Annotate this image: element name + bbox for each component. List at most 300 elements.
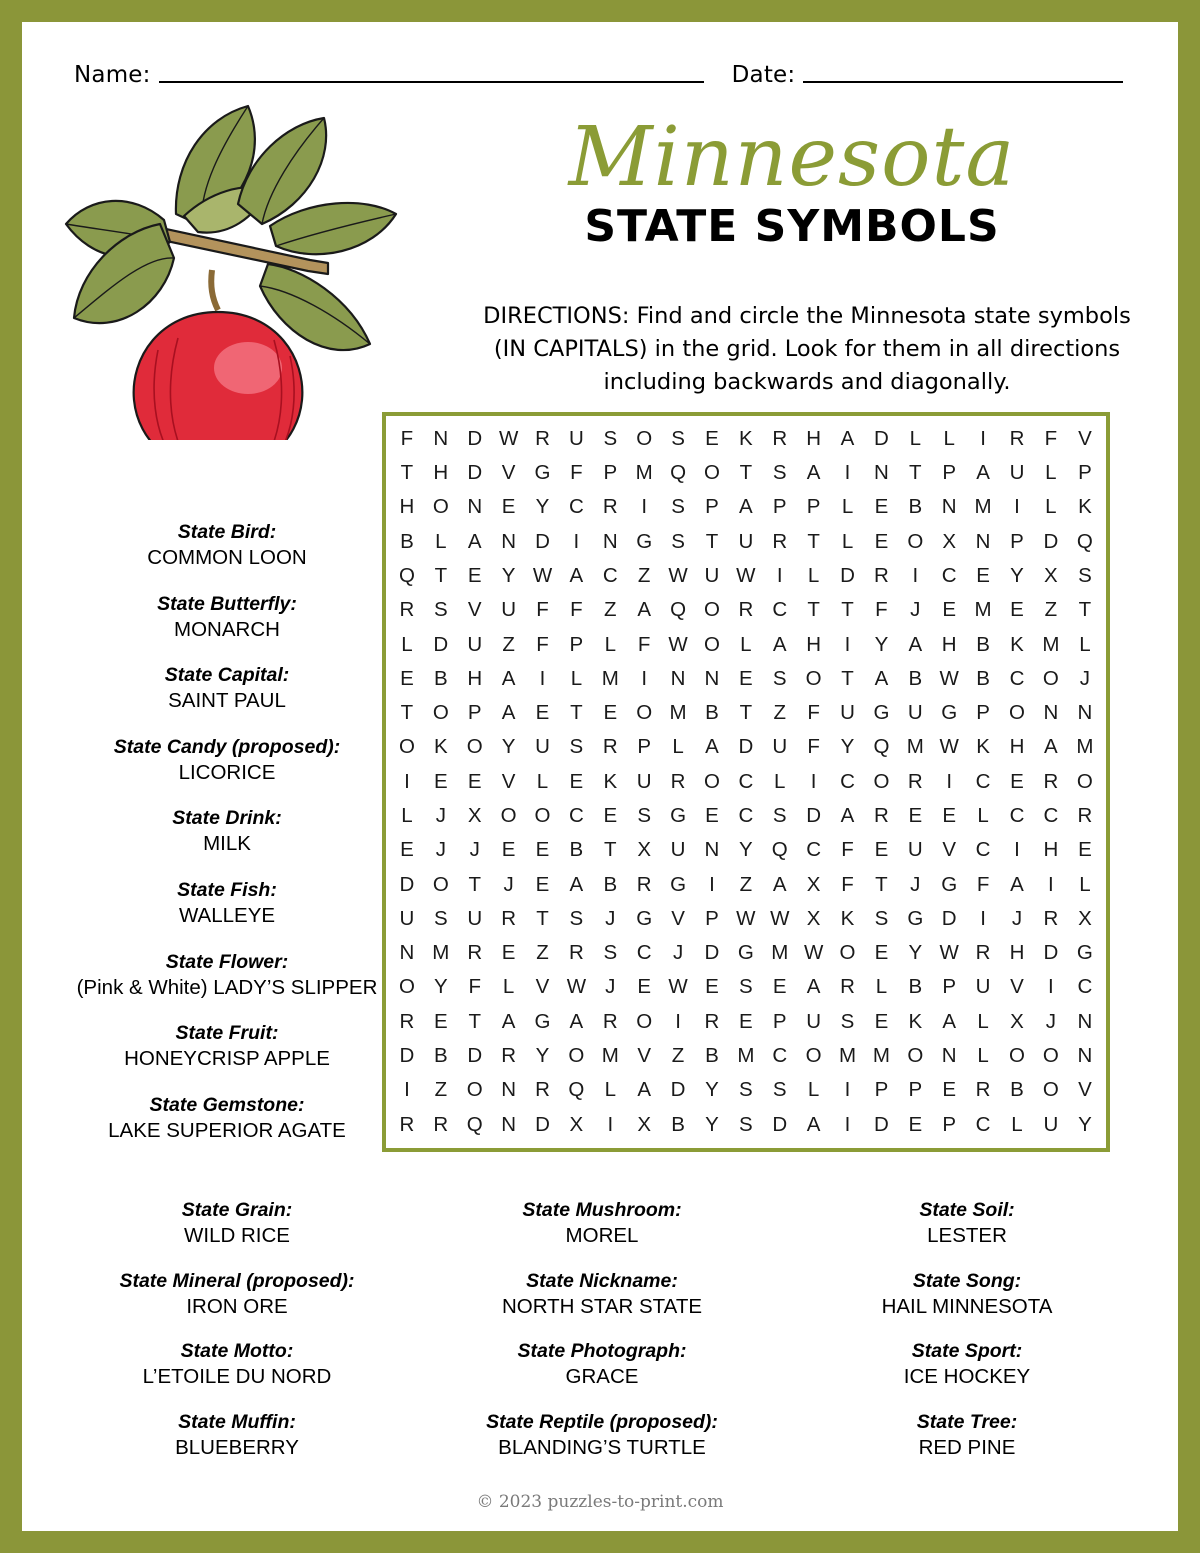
- grid-cell[interactable]: D: [704, 941, 720, 965]
- grid-cell[interactable]: Q: [771, 838, 788, 862]
- grid-cell[interactable]: T: [468, 1009, 481, 1033]
- grid-cell[interactable]: E: [433, 769, 448, 793]
- grid-cell[interactable]: E: [467, 769, 482, 793]
- grid-cell[interactable]: Q: [873, 735, 890, 759]
- grid-cell[interactable]: L: [807, 564, 820, 588]
- grid-cell[interactable]: G: [636, 906, 653, 930]
- grid-cell[interactable]: D: [399, 872, 415, 896]
- grid-cell[interactable]: I: [912, 564, 919, 588]
- grid-cell[interactable]: L: [977, 803, 989, 827]
- grid-cell[interactable]: F: [536, 632, 549, 656]
- grid-cell[interactable]: J: [435, 803, 446, 827]
- grid-cell[interactable]: O: [432, 701, 449, 725]
- grid-cell[interactable]: D: [467, 426, 483, 450]
- grid-cell[interactable]: G: [1076, 941, 1093, 965]
- grid-cell[interactable]: I: [1048, 975, 1054, 999]
- grid-cell[interactable]: A: [569, 872, 584, 896]
- grid-cell[interactable]: B: [433, 666, 448, 690]
- grid-cell[interactable]: U: [907, 701, 923, 725]
- grid-cell[interactable]: F: [841, 838, 854, 862]
- grid-cell[interactable]: P: [976, 701, 990, 725]
- grid-cell[interactable]: L: [875, 975, 888, 999]
- grid-cell[interactable]: P: [772, 1009, 787, 1033]
- grid-cell[interactable]: B: [908, 666, 923, 690]
- grid-cell[interactable]: E: [1010, 598, 1024, 622]
- grid-cell[interactable]: O: [1009, 701, 1025, 725]
- grid-cell[interactable]: Y: [840, 735, 855, 759]
- grid-cell[interactable]: Z: [1044, 598, 1058, 622]
- grid-cell[interactable]: E: [705, 803, 719, 827]
- grid-cell[interactable]: L: [1011, 1112, 1023, 1136]
- grid-cell[interactable]: D: [840, 564, 855, 588]
- grid-cell[interactable]: W: [668, 632, 688, 656]
- grid-cell[interactable]: A: [772, 872, 787, 896]
- grid-cell[interactable]: R: [1009, 426, 1025, 450]
- grid-cell[interactable]: P: [942, 975, 957, 999]
- grid-cell[interactable]: I: [1014, 495, 1020, 519]
- word-answer[interactable]: WILD RICE: [184, 1223, 290, 1247]
- grid-cell[interactable]: Q: [670, 598, 687, 622]
- grid-cell[interactable]: T: [841, 598, 854, 622]
- grid-cell[interactable]: K: [976, 735, 990, 759]
- grid-cell[interactable]: R: [535, 426, 550, 450]
- grid-cell[interactable]: P: [705, 495, 719, 519]
- word-answer[interactable]: LESTER: [927, 1223, 1007, 1247]
- grid-cell[interactable]: P: [705, 906, 719, 930]
- grid-cell[interactable]: N: [941, 1043, 957, 1067]
- grid-cell[interactable]: X: [1078, 906, 1092, 930]
- grid-cell[interactable]: M: [432, 941, 450, 965]
- grid-cell[interactable]: S: [772, 1078, 787, 1102]
- grid-cell[interactable]: R: [772, 529, 788, 553]
- grid-cell[interactable]: A: [501, 701, 516, 725]
- grid-cell[interactable]: W: [736, 906, 756, 930]
- grid-cell[interactable]: N: [704, 666, 720, 690]
- word-answer[interactable]: SAINT PAUL: [168, 689, 286, 713]
- grid-cell[interactable]: A: [942, 1009, 957, 1033]
- grid-cell[interactable]: R: [399, 1009, 415, 1033]
- grid-cell[interactable]: I: [810, 769, 817, 793]
- grid-cell[interactable]: T: [400, 701, 414, 725]
- grid-cell[interactable]: P: [569, 632, 584, 656]
- word-answer[interactable]: COMMON LOON: [147, 545, 307, 569]
- grid-cell[interactable]: Y: [535, 495, 550, 519]
- grid-cell[interactable]: J: [910, 598, 921, 622]
- grid-cell[interactable]: S: [603, 941, 618, 965]
- grid-cell[interactable]: V: [467, 598, 482, 622]
- grid-cell[interactable]: L: [536, 769, 549, 793]
- grid-cell[interactable]: A: [569, 1009, 584, 1033]
- grid-cell[interactable]: E: [569, 769, 584, 793]
- grid-cell[interactable]: H: [941, 632, 957, 656]
- grid-cell[interactable]: T: [400, 461, 414, 485]
- grid-cell[interactable]: K: [1010, 632, 1024, 656]
- grid-cell[interactable]: E: [603, 701, 618, 725]
- grid-cell[interactable]: S: [840, 1009, 855, 1033]
- grid-cell[interactable]: E: [739, 666, 753, 690]
- grid-cell[interactable]: S: [637, 803, 652, 827]
- grid-cell[interactable]: R: [636, 872, 652, 896]
- grid-cell[interactable]: L: [1079, 632, 1091, 656]
- grid-cell[interactable]: E: [637, 975, 652, 999]
- grid-cell[interactable]: F: [637, 632, 651, 656]
- grid-cell[interactable]: E: [908, 803, 923, 827]
- grid-cell[interactable]: A: [467, 529, 482, 553]
- grid-cell[interactable]: U: [1009, 461, 1025, 485]
- grid-cell[interactable]: O: [1042, 1043, 1059, 1067]
- grid-cell[interactable]: P: [942, 1112, 957, 1136]
- grid-cell[interactable]: N: [670, 666, 686, 690]
- grid-cell[interactable]: A: [501, 1009, 516, 1033]
- grid-cell[interactable]: C: [975, 1112, 991, 1136]
- grid-cell[interactable]: E: [501, 941, 516, 965]
- grid-cell[interactable]: Z: [604, 598, 617, 622]
- date-write-line[interactable]: [803, 81, 1123, 83]
- grid-cell[interactable]: X: [467, 803, 482, 827]
- grid-cell[interactable]: Q: [466, 1112, 483, 1136]
- grid-cell[interactable]: L: [774, 769, 786, 793]
- grid-cell[interactable]: S: [433, 906, 448, 930]
- grid-cell[interactable]: I: [980, 426, 986, 450]
- grid-cell[interactable]: Y: [501, 735, 516, 759]
- grid-cell[interactable]: O: [1076, 769, 1093, 793]
- grid-cell[interactable]: S: [739, 975, 753, 999]
- grid-cell[interactable]: F: [570, 598, 583, 622]
- grid-cell[interactable]: B: [908, 495, 923, 519]
- grid-cell[interactable]: U: [670, 838, 686, 862]
- grid-cell[interactable]: Z: [536, 941, 549, 965]
- grid-cell[interactable]: P: [637, 735, 652, 759]
- grid-cell[interactable]: C: [1009, 666, 1025, 690]
- word-answer[interactable]: GRACE: [565, 1365, 639, 1389]
- grid-cell[interactable]: O: [907, 1043, 924, 1067]
- grid-cell[interactable]: R: [535, 1078, 550, 1102]
- grid-cell[interactable]: S: [603, 426, 618, 450]
- grid-cell[interactable]: Y: [705, 1078, 719, 1102]
- grid-cell[interactable]: K: [603, 769, 618, 793]
- grid-cell[interactable]: B: [908, 975, 923, 999]
- grid-cell[interactable]: S: [1078, 564, 1092, 588]
- grid-cell[interactable]: D: [1043, 941, 1059, 965]
- grid-cell[interactable]: I: [573, 529, 580, 553]
- grid-cell[interactable]: F: [468, 975, 481, 999]
- grid-cell[interactable]: W: [498, 426, 519, 450]
- grid-cell[interactable]: M: [771, 941, 789, 965]
- grid-cell[interactable]: O: [466, 735, 483, 759]
- grid-cell[interactable]: A: [840, 426, 855, 450]
- grid-cell[interactable]: N: [467, 495, 483, 519]
- grid-cell[interactable]: R: [399, 598, 415, 622]
- grid-cell[interactable]: E: [874, 941, 889, 965]
- grid-cell[interactable]: B: [976, 632, 990, 656]
- grid-cell[interactable]: H: [806, 632, 822, 656]
- grid-cell[interactable]: E: [942, 1078, 957, 1102]
- grid-cell[interactable]: P: [772, 495, 787, 519]
- word-answer[interactable]: ICE HOCKEY: [903, 1365, 1031, 1389]
- grid-cell[interactable]: P: [467, 701, 482, 725]
- grid-cell[interactable]: Z: [671, 1043, 685, 1067]
- grid-cell[interactable]: E: [908, 1112, 923, 1136]
- grid-cell[interactable]: L: [401, 632, 413, 656]
- grid-cell[interactable]: X: [1010, 1009, 1024, 1033]
- word-answer[interactable]: IRON ORE: [186, 1294, 288, 1318]
- grid-cell[interactable]: F: [841, 872, 854, 896]
- word-answer[interactable]: BLANDING’S TURTLE: [498, 1435, 706, 1459]
- grid-cell[interactable]: O: [805, 666, 822, 690]
- grid-cell[interactable]: O: [636, 426, 653, 450]
- grid-cell[interactable]: B: [1010, 1078, 1024, 1102]
- grid-cell[interactable]: L: [977, 1009, 989, 1033]
- grid-cell[interactable]: F: [1044, 426, 1058, 450]
- grid-cell[interactable]: T: [570, 701, 583, 725]
- grid-cell[interactable]: V: [535, 975, 550, 999]
- grid-cell[interactable]: B: [671, 1112, 685, 1136]
- grid-cell[interactable]: T: [875, 872, 888, 896]
- grid-cell[interactable]: Z: [502, 632, 515, 656]
- grid-cell[interactable]: P: [1078, 461, 1092, 485]
- grid-cell[interactable]: L: [502, 975, 515, 999]
- grid-cell[interactable]: E: [942, 803, 957, 827]
- grid-cell[interactable]: Q: [398, 564, 415, 588]
- grid-cell[interactable]: D: [738, 735, 754, 759]
- grid-cell[interactable]: F: [807, 735, 820, 759]
- grid-cell[interactable]: E: [772, 975, 787, 999]
- grid-cell[interactable]: R: [602, 1009, 618, 1033]
- grid-cell[interactable]: H: [433, 461, 449, 485]
- grid-cell[interactable]: F: [570, 461, 583, 485]
- grid-cell[interactable]: T: [536, 906, 549, 930]
- grid-cell[interactable]: L: [672, 735, 684, 759]
- grid-cell[interactable]: I: [776, 564, 783, 588]
- grid-cell[interactable]: O: [703, 461, 720, 485]
- grid-cell[interactable]: A: [908, 632, 923, 656]
- grid-cell[interactable]: G: [737, 941, 754, 965]
- grid-cell[interactable]: D: [874, 426, 889, 450]
- grid-cell[interactable]: N: [399, 941, 415, 965]
- grid-cell[interactable]: X: [1044, 564, 1058, 588]
- grid-cell[interactable]: E: [874, 838, 889, 862]
- grid-cell[interactable]: T: [434, 564, 448, 588]
- grid-cell[interactable]: A: [705, 735, 719, 759]
- grid-cell[interactable]: X: [637, 838, 652, 862]
- grid-cell[interactable]: C: [1009, 803, 1025, 827]
- grid-cell[interactable]: Z: [434, 1078, 448, 1102]
- grid-cell[interactable]: L: [807, 1078, 820, 1102]
- grid-cell[interactable]: Y: [1078, 1112, 1092, 1136]
- grid-cell[interactable]: U: [399, 906, 415, 930]
- grid-cell[interactable]: E: [976, 564, 990, 588]
- word-answer[interactable]: LICORICE: [178, 760, 276, 784]
- grid-cell[interactable]: U: [501, 598, 517, 622]
- grid-cell[interactable]: N: [975, 529, 991, 553]
- word-answer[interactable]: MOREL: [565, 1223, 639, 1247]
- grid-cell[interactable]: C: [636, 941, 652, 965]
- grid-cell[interactable]: N: [501, 1112, 517, 1136]
- grid-cell[interactable]: S: [569, 906, 584, 930]
- grid-cell[interactable]: I: [709, 872, 715, 896]
- grid-cell[interactable]: U: [1043, 1112, 1059, 1136]
- grid-cell[interactable]: E: [705, 975, 719, 999]
- word-answer[interactable]: MONARCH: [174, 617, 280, 641]
- grid-cell[interactable]: K: [908, 1009, 923, 1033]
- grid-cell[interactable]: X: [806, 872, 821, 896]
- grid-cell[interactable]: P: [908, 1078, 923, 1102]
- grid-cell[interactable]: T: [807, 598, 820, 622]
- grid-cell[interactable]: U: [636, 769, 652, 793]
- grid-cell[interactable]: O: [466, 1078, 483, 1102]
- grid-cell[interactable]: I: [844, 1112, 851, 1136]
- grid-cell[interactable]: X: [637, 1112, 652, 1136]
- grid-cell[interactable]: D: [467, 461, 483, 485]
- grid-cell[interactable]: B: [603, 872, 618, 896]
- grid-cell[interactable]: Q: [1076, 529, 1093, 553]
- grid-cell[interactable]: L: [943, 426, 955, 450]
- grid-cell[interactable]: M: [669, 701, 687, 725]
- grid-cell[interactable]: H: [806, 426, 822, 450]
- grid-cell[interactable]: S: [671, 529, 685, 553]
- grid-cell[interactable]: O: [500, 803, 517, 827]
- grid-cell[interactable]: W: [668, 564, 688, 588]
- grid-cell[interactable]: N: [1077, 1043, 1093, 1067]
- grid-cell[interactable]: R: [1043, 769, 1059, 793]
- grid-cell[interactable]: E: [705, 426, 719, 450]
- grid-cell[interactable]: Y: [908, 941, 923, 965]
- grid-cell[interactable]: N: [1077, 701, 1093, 725]
- grid-cell[interactable]: D: [772, 1112, 788, 1136]
- grid-cell[interactable]: C: [738, 803, 754, 827]
- grid-cell[interactable]: A: [739, 495, 753, 519]
- grid-cell[interactable]: O: [398, 975, 415, 999]
- grid-cell[interactable]: V: [637, 1043, 652, 1067]
- grid-cell[interactable]: O: [1042, 666, 1059, 690]
- grid-cell[interactable]: T: [909, 461, 922, 485]
- grid-cell[interactable]: G: [670, 803, 687, 827]
- name-write-line[interactable]: [159, 81, 704, 83]
- grid-cell[interactable]: B: [400, 529, 414, 553]
- grid-cell[interactable]: A: [637, 1078, 652, 1102]
- grid-cell[interactable]: L: [604, 632, 616, 656]
- grid-cell[interactable]: K: [1078, 495, 1092, 519]
- grid-cell[interactable]: B: [433, 1043, 448, 1067]
- grid-cell[interactable]: I: [404, 1078, 410, 1102]
- grid-cell[interactable]: I: [1048, 872, 1054, 896]
- grid-cell[interactable]: A: [976, 461, 990, 485]
- grid-cell[interactable]: L: [1079, 872, 1091, 896]
- grid-cell[interactable]: D: [806, 803, 822, 827]
- grid-cell[interactable]: G: [636, 529, 653, 553]
- grid-cell[interactable]: D: [467, 1043, 483, 1067]
- grid-cell[interactable]: O: [703, 632, 720, 656]
- grid-cell[interactable]: A: [806, 1112, 821, 1136]
- grid-cell[interactable]: I: [844, 1078, 851, 1102]
- grid-cell[interactable]: U: [704, 564, 720, 588]
- grid-cell[interactable]: O: [805, 1043, 822, 1067]
- grid-cell[interactable]: S: [772, 461, 787, 485]
- grid-cell[interactable]: E: [433, 1009, 448, 1033]
- grid-cell[interactable]: F: [875, 598, 888, 622]
- grid-cell[interactable]: U: [535, 735, 550, 759]
- grid-cell[interactable]: T: [604, 838, 617, 862]
- grid-cell[interactable]: I: [641, 495, 648, 519]
- grid-cell[interactable]: W: [939, 941, 959, 965]
- grid-cell[interactable]: U: [467, 632, 483, 656]
- grid-cell[interactable]: C: [806, 838, 822, 862]
- grid-cell[interactable]: L: [401, 803, 413, 827]
- grid-cell[interactable]: H: [467, 666, 483, 690]
- grid-cell[interactable]: O: [703, 598, 720, 622]
- grid-cell[interactable]: L: [740, 632, 752, 656]
- grid-cell[interactable]: N: [704, 838, 720, 862]
- grid-cell[interactable]: M: [974, 495, 992, 519]
- grid-cell[interactable]: R: [704, 1009, 720, 1033]
- grid-cell[interactable]: N: [602, 529, 618, 553]
- grid-cell[interactable]: I: [607, 1112, 614, 1136]
- grid-cell[interactable]: C: [975, 838, 991, 862]
- grid-cell[interactable]: S: [772, 666, 787, 690]
- grid-cell[interactable]: J: [1011, 906, 1023, 930]
- grid-cell[interactable]: J: [1079, 666, 1091, 690]
- grid-cell[interactable]: H: [1043, 838, 1059, 862]
- grid-cell[interactable]: D: [433, 632, 449, 656]
- grid-cell[interactable]: F: [976, 872, 990, 896]
- grid-cell[interactable]: T: [468, 872, 481, 896]
- grid-cell[interactable]: E: [874, 1009, 889, 1033]
- grid-cell[interactable]: M: [838, 1043, 857, 1067]
- grid-cell[interactable]: J: [469, 838, 480, 862]
- grid-cell[interactable]: O: [907, 529, 924, 553]
- grid-cell[interactable]: R: [975, 941, 991, 965]
- grid-cell[interactable]: A: [874, 666, 889, 690]
- grid-cell[interactable]: N: [501, 1078, 517, 1102]
- grid-cell[interactable]: T: [807, 529, 820, 553]
- grid-cell[interactable]: W: [532, 564, 553, 588]
- grid-cell[interactable]: P: [874, 1078, 889, 1102]
- grid-cell[interactable]: J: [605, 906, 616, 930]
- grid-cell[interactable]: W: [770, 906, 790, 930]
- grid-cell[interactable]: J: [503, 872, 514, 896]
- grid-cell[interactable]: D: [941, 906, 957, 930]
- grid-cell[interactable]: R: [907, 769, 923, 793]
- grid-cell[interactable]: R: [874, 564, 889, 588]
- grid-cell[interactable]: M: [974, 598, 992, 622]
- word-answer[interactable]: MILK: [203, 832, 251, 856]
- grid-cell[interactable]: O: [1042, 1078, 1059, 1102]
- grid-cell[interactable]: R: [874, 803, 889, 827]
- grid-cell[interactable]: E: [1010, 769, 1024, 793]
- grid-cell[interactable]: R: [975, 1078, 991, 1102]
- grid-cell[interactable]: U: [772, 735, 788, 759]
- grid-cell[interactable]: U: [907, 838, 923, 862]
- word-answer[interactable]: HONEYCRISP APPLE: [124, 1047, 330, 1071]
- grid-cell[interactable]: E: [739, 1009, 753, 1033]
- grid-cell[interactable]: B: [976, 666, 990, 690]
- grid-cell[interactable]: R: [1043, 906, 1059, 930]
- word-answer[interactable]: (Pink & White) LADY’S SLIPPER: [76, 975, 378, 999]
- grid-cell[interactable]: P: [806, 495, 821, 519]
- grid-cell[interactable]: C: [772, 598, 788, 622]
- grid-cell[interactable]: G: [907, 906, 924, 930]
- grid-cell[interactable]: J: [605, 975, 616, 999]
- grid-cell[interactable]: Z: [773, 701, 786, 725]
- grid-cell[interactable]: N: [1043, 701, 1059, 725]
- grid-cell[interactable]: L: [604, 1078, 616, 1102]
- grid-cell[interactable]: M: [1076, 735, 1094, 759]
- grid-cell[interactable]: V: [942, 838, 957, 862]
- grid-cell[interactable]: F: [400, 426, 414, 450]
- grid-cell[interactable]: R: [467, 941, 483, 965]
- word-answer[interactable]: HAIL MINNESOTA: [881, 1294, 1053, 1318]
- grid-cell[interactable]: E: [501, 838, 516, 862]
